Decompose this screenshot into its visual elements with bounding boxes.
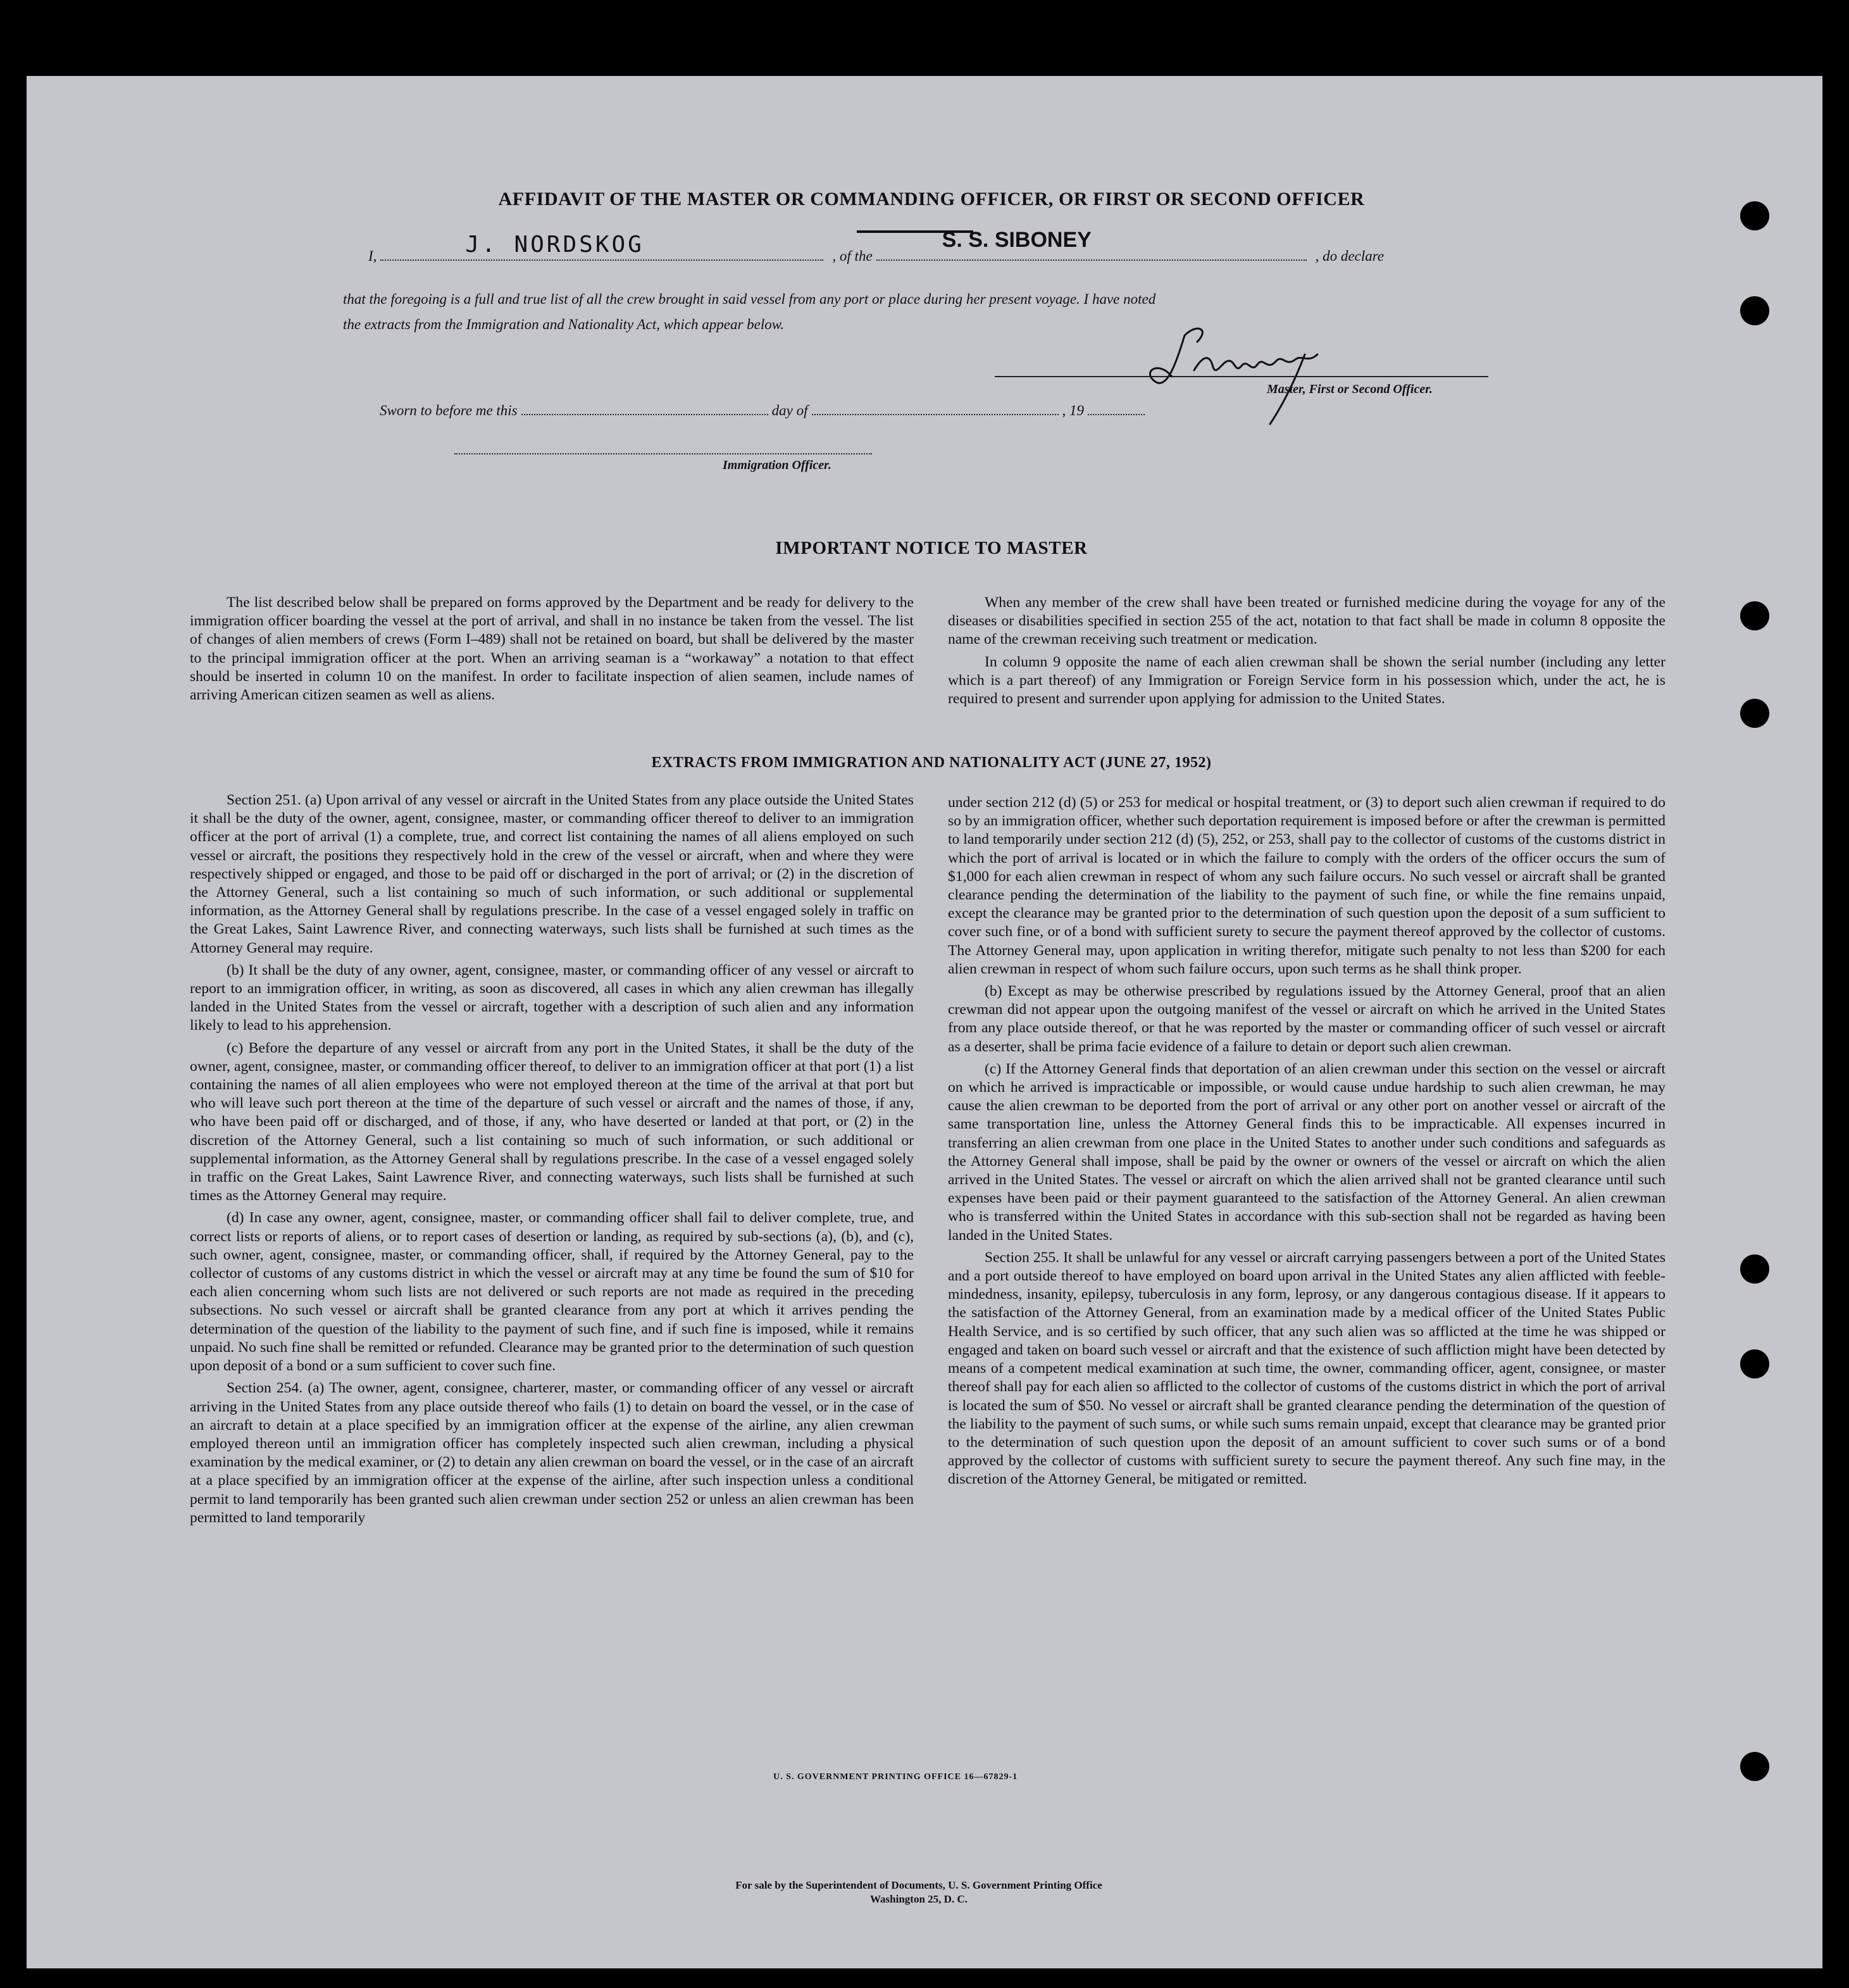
section-251-b: (b) It shall be the duty of any owner, agent, consignee, master, or commanding officer of any vessel or aircraft to report to an immigration officer, in writing, as soon as discovered, all cases in which any alien crewman has illegally landed in the United States from the vessel or aircraft, together with a description of such alien and any information likely to lead to his apprehension. — [190, 961, 914, 1034]
day-of-label: day of — [771, 403, 808, 418]
immigration-officer-line[interactable] — [454, 453, 872, 454]
vessel-name-field[interactable]: S. S. SIBONEY — [942, 228, 1092, 252]
affidavit-title: AFFIDAVIT OF THE MASTER OR COMMANDING OFFICER, OR FIRST OR SECOND OFFICER — [498, 189, 1365, 209]
officer-caption: Immigration Officer. — [723, 458, 831, 472]
punch-hole-5 — [1740, 1254, 1769, 1284]
statement-line-2: the extracts from the Immigration and Nationality Act, which appear below. — [343, 316, 785, 332]
section-255: Section 255. It shall be unlawful for any vessel or aircraft carrying passengers between a port of the United States and a port outside thereof to have employed on board upon arrival in the United States any alien afflicted with feeble-mindedness, insanity, epilepsy, tuberculosis in any form, leprosy, or any dangerous contagious disease. If it appears to the satisfaction of the Attorney General, from an examination made by a medical officer of the United States Public Health Service, and is so certified by such officer, that any such alien was so afflicted at the time he was shipped or engaged and taken on board such vessel or aircraft and that the existence of such affliction might have been detected by means of a competent medical examination at such time, the owner, commanding officer, agent, consignee, or master thereof shall pay for each alien so afflicted to the collector of customs of the customs district in which the port of arrival is located the sum of $50. No vessel or aircraft shall be granted clearance pending the determination of the question of the liability to the payment of such sums, or while such sums remain unpaid, except that clearance may be granted prior to the determination of such question upon the deposit of an amount sufficient to cover such sums or of a bond approved by the collector of customs with sufficient surety to secure the payment thereof. Any such fine may, in the discretion of the Attorney General, be mitigated or remitted. — [948, 1249, 1665, 1488]
notice-left-column — [190, 594, 914, 708]
signature-line — [995, 376, 1488, 377]
declaration-row — [368, 228, 1482, 265]
sworn-day-field[interactable] — [521, 414, 768, 415]
punch-hole-7 — [1740, 1752, 1769, 1781]
section-251-a: Section 251. (a) Upon arrival of any vessel or aircraft in the United States from any place outside the United States it shall be the duty of the owner, agent, consignee, master, or commanding officer thereof to deliver to an immigration officer at the port of arrival (1) a complete, true, and correct list containing the names of all aliens employed on such vessel or aircraft, the positions they respectively hold in the crew of the vessel or aircraft, when and where they were respectively shipped or engaged, and those to be paid off or discharged in the port of arrival; or (2) in the discretion of the Attorney General, such a list containing so much of such information, or such additional or supplemental information, as the Attorney General shall by regulations prescribe. In the case of a vessel engaged solely in traffic on the Great Lakes, Saint Lawrence River, and connecting waterways, such lists shall be furnished at such times as the Attorney General may require. — [190, 792, 914, 956]
notice-right-paragraph-2: In column 9 opposite the name of each alien crewman shall be shown the serial number (including any letter which is a part thereof) of any Immigration or Foreign Service form in his possession which, under the act, he is required to present and surrender upon applying for admission to the United States. — [948, 653, 1665, 708]
signature-caption: Master, First or Second Officer. — [1267, 382, 1433, 396]
section-254-b: (b) Except as may be otherwise prescribed by regulations issued by the Attorney General, proof that an alien crewman did not appear upon the outgoing manifest of the vessel or aircraft on which he arrived in the United States from any place outside thereof, or that he was reported by the master or commanding officer of such vessel or aircraft as a deserter, shall be prima facie evidence of a failure to detain or deport such alien crewman. — [948, 983, 1665, 1055]
printer-line: U. S. GOVERNMENT PRINTING OFFICE 16—67829-1 — [773, 1772, 1018, 1782]
sworn-year-field[interactable] — [1088, 414, 1145, 415]
punch-hole-3 — [1740, 601, 1769, 630]
form-page — [27, 76, 1822, 1968]
sworn-label: Sworn to before me this — [380, 403, 518, 418]
sale-footer — [533, 1879, 1305, 1906]
section-251-d: (d) In case any owner, agent, consignee, master, or commanding officer shall fail to deliver complete, true, and correct lists or reports of aliens, or to report cases of desertion or landing, as required by sub-sections (a), (b), and (c), such owner, agent, consignee, master, or commanding officer, shall, if required by the Attorney General, pay to the collector of customs of any customs district in which the vessel or aircraft may at any time be found the sum of $10 for each alien concerning whom such lists are not delivered or such reports are not made as required in the preceding subsections. No such vessel or aircraft shall be granted clearance from any port at which it arrives pending the determination of the question of the liability to the payment of such fine, and if such fine is imposed, while it remains unpaid. No such fine shall be remitted or refunded. Clearance may be granted prior to the determination of such question upon deposit of a bond or a sum sufficient to cover such fine. — [190, 1210, 914, 1375]
section-254-a-continued: under section 212 (d) (5) or 253 for medical or hospital treatment, or (3) to deport such alien crewman if required to do so by an immigration officer, whether such deportation requirement is imposed before or after the crewman is permitted to land temporarily under section 212 (d) (5), 252, or 253, shall pay to the collector of customs of the customs district in which the port of arrival is located or in which the failure to comply with the orders of the officer occurs the sum of $1,000 for each alien crewman in respect of whom any such failure occurs. No such vessel or aircraft shall be granted clearance pending the determination of the liability to the payment of such fine, or while the fine remains unpaid, except the clearance may be granted prior to the determination of such question upon the deposit of a sum sufficient to cover such fine, or of a bond with sufficient surety to secure the payment thereof approved by the collector of customs. The Attorney General may, upon application in writing therefor, mitigate such penalty to not less than $200 for each alien crewman in respect of whom such failure occurs, upon such terms as he shall think proper. — [948, 794, 1665, 977]
extracts-heading: EXTRACTS FROM IMMIGRATION AND NATIONALITY ACT (JUNE 27, 1952) — [651, 754, 1212, 771]
notice-left-paragraph: The list described below shall be prepared on forms approved by the Department and be ready for delivery to the immigration officer boarding the vessel at the port of arrival, and shall in no instance be taken from the vessel. The list of changes of alien members of crews (Form I–489) shall not be retained on board, but shall be delivered by the master to the principal immigration officer at the port. When an arriving seaman is a “workaway” a notation to that effect should be inserted in column 10 on the manifest. In order to facilitate inspection of alien seamen, include names of arriving American citizen seamen as well as aliens. — [190, 594, 914, 704]
extracts-left-column — [190, 791, 914, 1531]
extracts-right-column — [948, 794, 1665, 1493]
punch-hole-6 — [1740, 1349, 1769, 1378]
footer-line-1: For sale by the Superintendent of Documents, U. S. Government Printing Office — [735, 1879, 1102, 1891]
sworn-month-field[interactable] — [812, 414, 1059, 415]
sworn-row — [380, 403, 1266, 419]
statement-line-1: that the foregoing is a full and true list of all the crew brought in said vessel from any port or place during her present voyage. I have noted — [343, 291, 1156, 307]
punch-hole-4 — [1740, 699, 1769, 728]
year-label: , 19 — [1062, 403, 1084, 418]
do-declare-label: , do declare — [1315, 248, 1385, 264]
notice-heading: IMPORTANT NOTICE TO MASTER — [775, 538, 1088, 558]
section-251-c: (c) Before the departure of any vessel or aircraft from any port in the United States, it shall be the duty of the owner, agent, consignee, master, or commanding officer thereof, to deliver to an immigration officer at that port (1) a list containing the names of all alien employees who were not employed thereon at the time of the arrival at that port but who will leave such port thereon at the time of the departure of such vessel or aircraft and the names of those, if any, who have been paid off or discharged, and of those, if any, who have deserted or landed at that port, or (2) in the discretion of the Attorney General, such a list containing so much of such information, or such additional or supplemental information, as the Attorney General shall by regulations prescribe. In the case of a vessel engaged solely in traffic on the Great Lakes, Saint Lawrence River, and connecting waterways, such lists shall be furnished at such times as the Attorney General may require. — [190, 1039, 914, 1204]
section-254-a: Section 254. (a) The owner, agent, consignee, charterer, master, or commanding officer of any vessel or aircraft arriving in the United States from any place outside thereof who fails (1) to detain on board the vessel, or in the case of an aircraft to detain at a place specified by an immigration officer at the expense of the airline, any alien crewman employed thereon until an immigration officer has completely inspected such alien crewman, including a physical examination by the medical examiner, or (2) to detain any alien crewman on board the vessel, or in the case of an aircraft at a place specified by an immigration officer at the expense of the airline, after such inspection unless a conditional permit to land temporarily has been granted such alien crewman under section 252 or unless an alien crewman has been permitted to land temporarily — [190, 1380, 914, 1526]
footer-line-2: Washington 25, D. C. — [870, 1893, 968, 1905]
of-the-label: , of the — [832, 248, 873, 264]
notice-right-paragraph-1: When any member of the crew shall have been treated or furnished medicine during the voyage for any of the diseases or disabilities specified in section 255 of the act, notation to that fact shall be made in column 8 opposite the name of the crewman receiving such treatment or medication. — [948, 594, 1665, 648]
prefix-i: I, — [368, 248, 377, 264]
notice-right-column — [948, 594, 1665, 712]
section-254-c: (c) If the Attorney General finds that deportation of an alien crewman under this section on the vessel or aircraft on which he arrived is impracticable or impossible, or would cause undue hardship to such alien crewman, he may cause the alien crewman to be deported from the port of arrival or any other port on another vessel or aircraft of the same transportation line, unless the Attorney General finds this to be impracticable. All expenses incurred in transferring an alien crewman from one place in the United States to another under such conditions and safeguards as the Attorney General shall impose, shall be paid by the owner or owners of the vessel or aircraft on which the alien arrived in the United States. The vessel or aircraft on which the alien arrived shall not be granted clearance until such expenses have been paid or their payment guaranteed to the satisfaction of the Attorney General. An alien crewman who is transferred within the United States in accordance with this sub-section shall not be regarded as having been landed in the United States. — [948, 1060, 1665, 1244]
master-name-field[interactable]: J. NORDSKOG — [465, 232, 644, 258]
punch-hole-1 — [1740, 201, 1769, 230]
punch-hole-2 — [1740, 296, 1769, 325]
